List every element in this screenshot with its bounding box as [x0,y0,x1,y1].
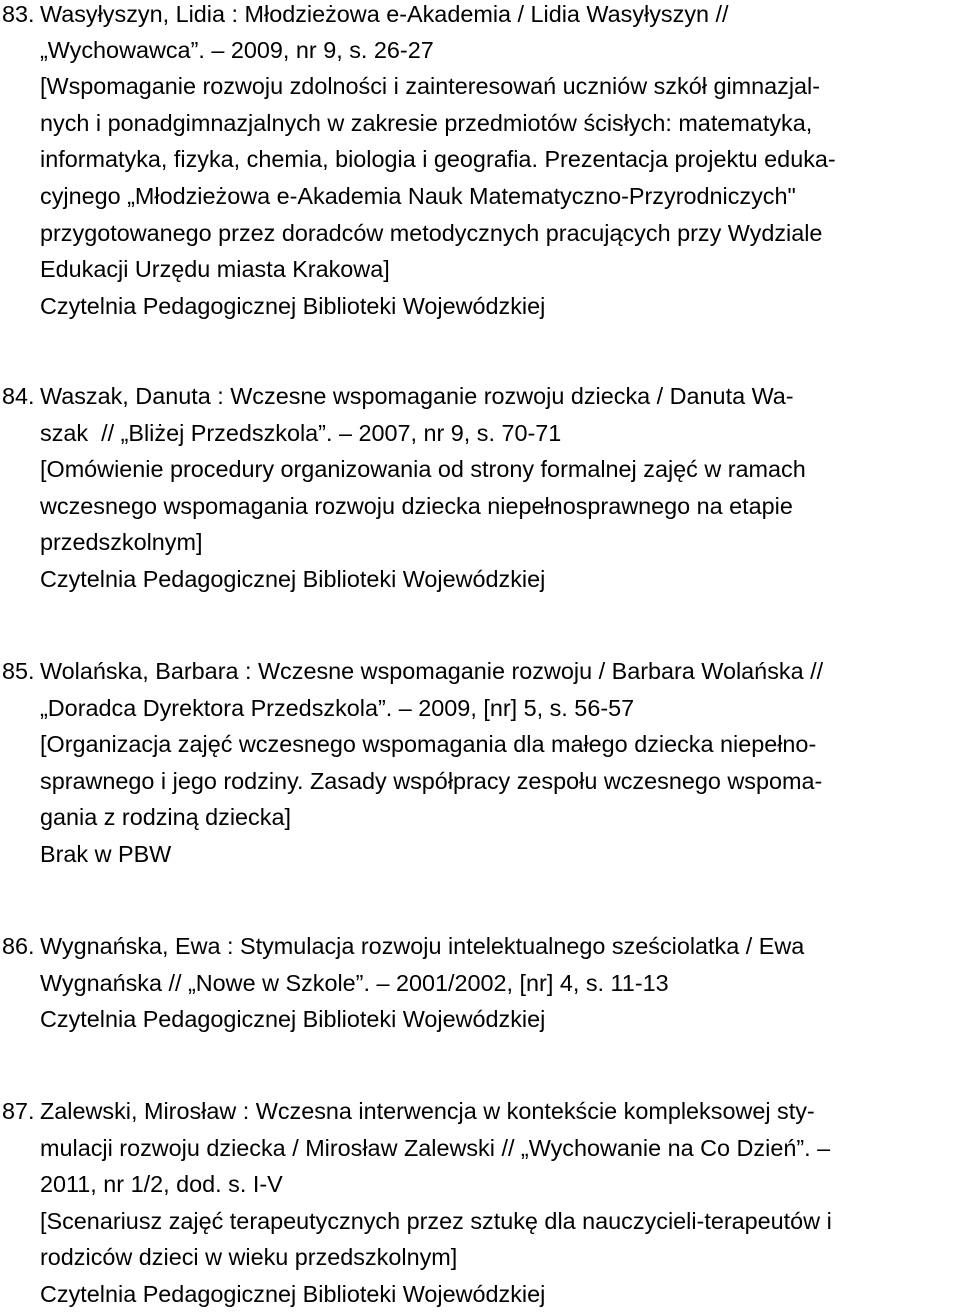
entry-line: „Doradca Dyrektora Przedszkola”. – 2009, [nr] 5, s. 56-57 [40,695,635,721]
entry-line: Edukacji Urzędu miasta Krakowa] [40,256,390,282]
location-line: Czytelnia Pedagogicznej Biblioteki Wojewódzkiej [40,566,546,592]
entry-line: cyjnego „Młodzieżowa e-Akademia Nauk Matematyczno-Przyrodniczych" [40,183,796,209]
entry-line: [Omówienie procedury organizowania od strony formalnej zajęć w ramach [40,456,806,482]
entry-line: nych i ponadgimnazjalnych w zakresie przedmiotów ścisłych: matematyka, [40,110,813,136]
entry-line: przedszkolnym] [40,529,203,555]
entry-line: „Wychowawca”. – 2009, nr 9, s. 26-27 [40,37,434,63]
location-line: Czytelnia Pedagogicznej Biblioteki Wojewódzkiej [40,1281,546,1307]
entry-number: 86. [2,933,35,959]
entry-line: sprawnego i jego rodziny. Zasady współpracy zespołu wczesnego wspoma- [40,768,823,794]
entry-line: mulacji rozwoju dziecka / Mirosław Zalewski // „Wychowanie na Co Dzień”. – [40,1135,831,1161]
entry-number: 84. [2,383,35,409]
entry-line: Wygnańska, Ewa : Stymulacja rozwoju intelektualnego sześciolatka / Ewa [40,933,805,959]
entry-line: rodziców dzieci w wieku przedszkolnym] [40,1244,458,1270]
entry-line: Wygnańska // „Nowe w Szkole”. – 2001/2002, [nr] 4, s. 11-13 [40,970,669,996]
entry-line: [Scenariusz zajęć terapeutycznych przez sztukę dla nauczycieli-terapeutów i [40,1208,832,1234]
location-line: Brak w PBW [40,841,172,867]
entry-line: [Organizacja zajęć wczesnego wspomagania dla małego dziecka niepełno- [40,731,817,757]
entry-line: Wolańska, Barbara : Wczesne wspomaganie rozwoju / Barbara Wolańska // [40,658,824,684]
entry-line: Zalewski, Mirosław : Wczesna interwencja w kontekście kompleksowej sty- [40,1098,815,1124]
entry-number: 87. [2,1098,35,1124]
entry-number: 85. [2,658,35,684]
entry-line: Waszak, Danuta : Wczesne wspomaganie rozwoju dziecka / Danuta Wa- [40,383,794,409]
entry-line: [Wspomaganie rozwoju zdolności i zainteresowań uczniów szkół gimnazjal- [40,73,821,99]
location-line: Czytelnia Pedagogicznej Biblioteki Wojewódzkiej [40,293,546,319]
entry-line: wczesnego wspomagania rozwoju dziecka niepełnosprawnego na etapie [40,493,793,519]
location-line: Czytelnia Pedagogicznej Biblioteki Wojewódzkiej [40,1006,546,1032]
entry-line: szak // „Bliżej Przedszkola”. – 2007, nr 9, s. 70-71 [40,420,562,446]
entry-line: przygotowanego przez doradców metodycznych pracujących przy Wydziale [40,220,823,246]
entry-line: informatyka, fizyka, chemia, biologia i geografia. Prezentacja projektu eduka- [40,146,836,172]
entry-number: 83. [2,1,35,27]
entry-line: gania z rodziną dziecka] [40,804,291,830]
entry-line: Wasyłyszyn, Lidia : Młodzieżowa e-Akademia / Lidia Wasyłyszyn // [40,1,729,27]
entry-line: 2011, nr 1/2, dod. s. I-V [40,1171,283,1197]
